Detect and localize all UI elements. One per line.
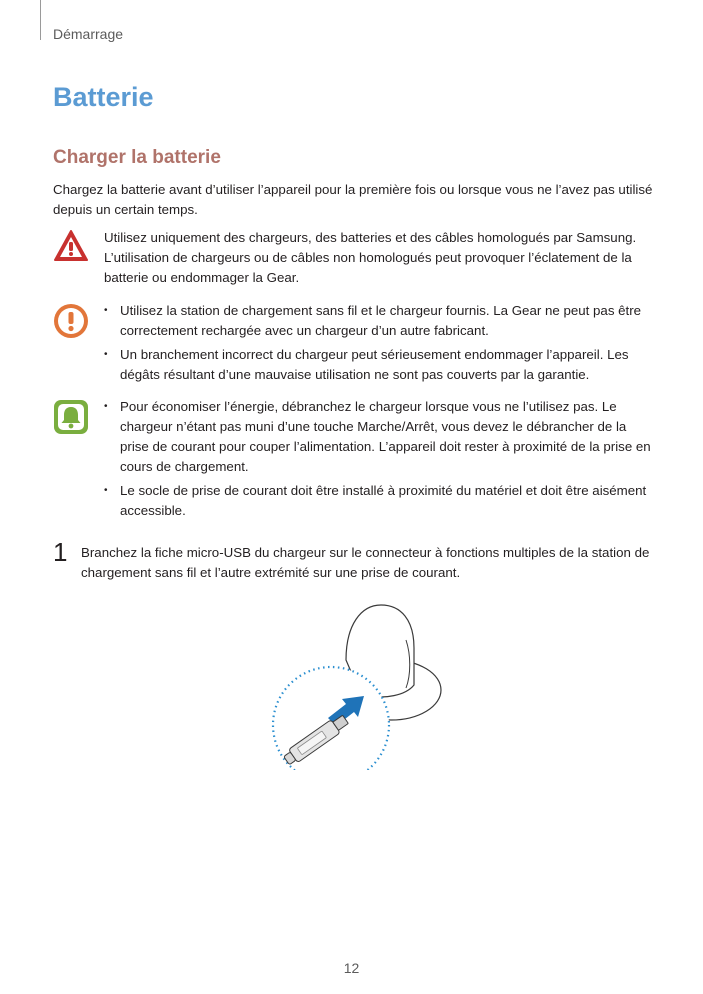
intro-paragraph: Chargez la batterie avant d’utiliser l’appareil pour la première fois ou lorsque vous ne l’avez pas utilisé depuis un certain temps. [53,182,653,217]
note-list [104,397,653,521]
caution-list [104,301,653,385]
section-label: Démarrage [53,26,124,42]
warning-block [53,228,653,288]
list-item: • Le socle de prise de courant doit être installé à proximité du matériel et doit être aisément accessible. [104,481,653,521]
note-block [53,397,653,525]
caution-block [53,301,653,389]
exclamation-circle-icon [53,303,89,339]
step-1 [53,537,653,583]
warning-text: Utilisez uniquement des chargeurs, des batteries et des câbles homologués par Samsung. L’utilisation de chargeurs ou de câbles non homologués peut provoquer l’éclatement de la batterie ou endommager la Gear. [104,230,637,285]
step-text: Branchez la fiche micro-USB du chargeur sur le connecteur à fonctions multiples de la station de chargement sans fil et l’autre extrémité sur une prise de courant. [81,545,650,580]
list-item: • Pour économiser l’énergie, débranchez le chargeur lorsque vous ne l’utilisez pas. Le chargeur n’étant pas muni d’une touche Marche/Arrêt, vous devez le débrancher de la prise de courant pour couper l’alimentation. L’appareil doit rester à proximité de la prise en cours de chargement. [104,397,653,477]
charger-illustration [266,600,446,770]
step-number: 1 [53,537,68,567]
warning-triangle-icon [53,228,89,264]
header-rule [40,0,41,40]
page-title: Batterie [53,82,154,112]
list-item: • Utilisez la station de chargement sans fil et le chargeur fournis. La Gear ne peut pas être correctement rechargée avec un chargeur d’un autre fabricant. [104,301,653,341]
list-item: • Un branchement incorrect du chargeur peut sérieusement endommager l’appareil. Les dégâts résultant d’une mauvaise utilisation ne sont pas couverts par la garantie. [104,345,653,385]
subsection-title: Charger la batterie [53,147,221,168]
page-number: 12 [343,960,360,976]
bell-icon [53,399,89,435]
